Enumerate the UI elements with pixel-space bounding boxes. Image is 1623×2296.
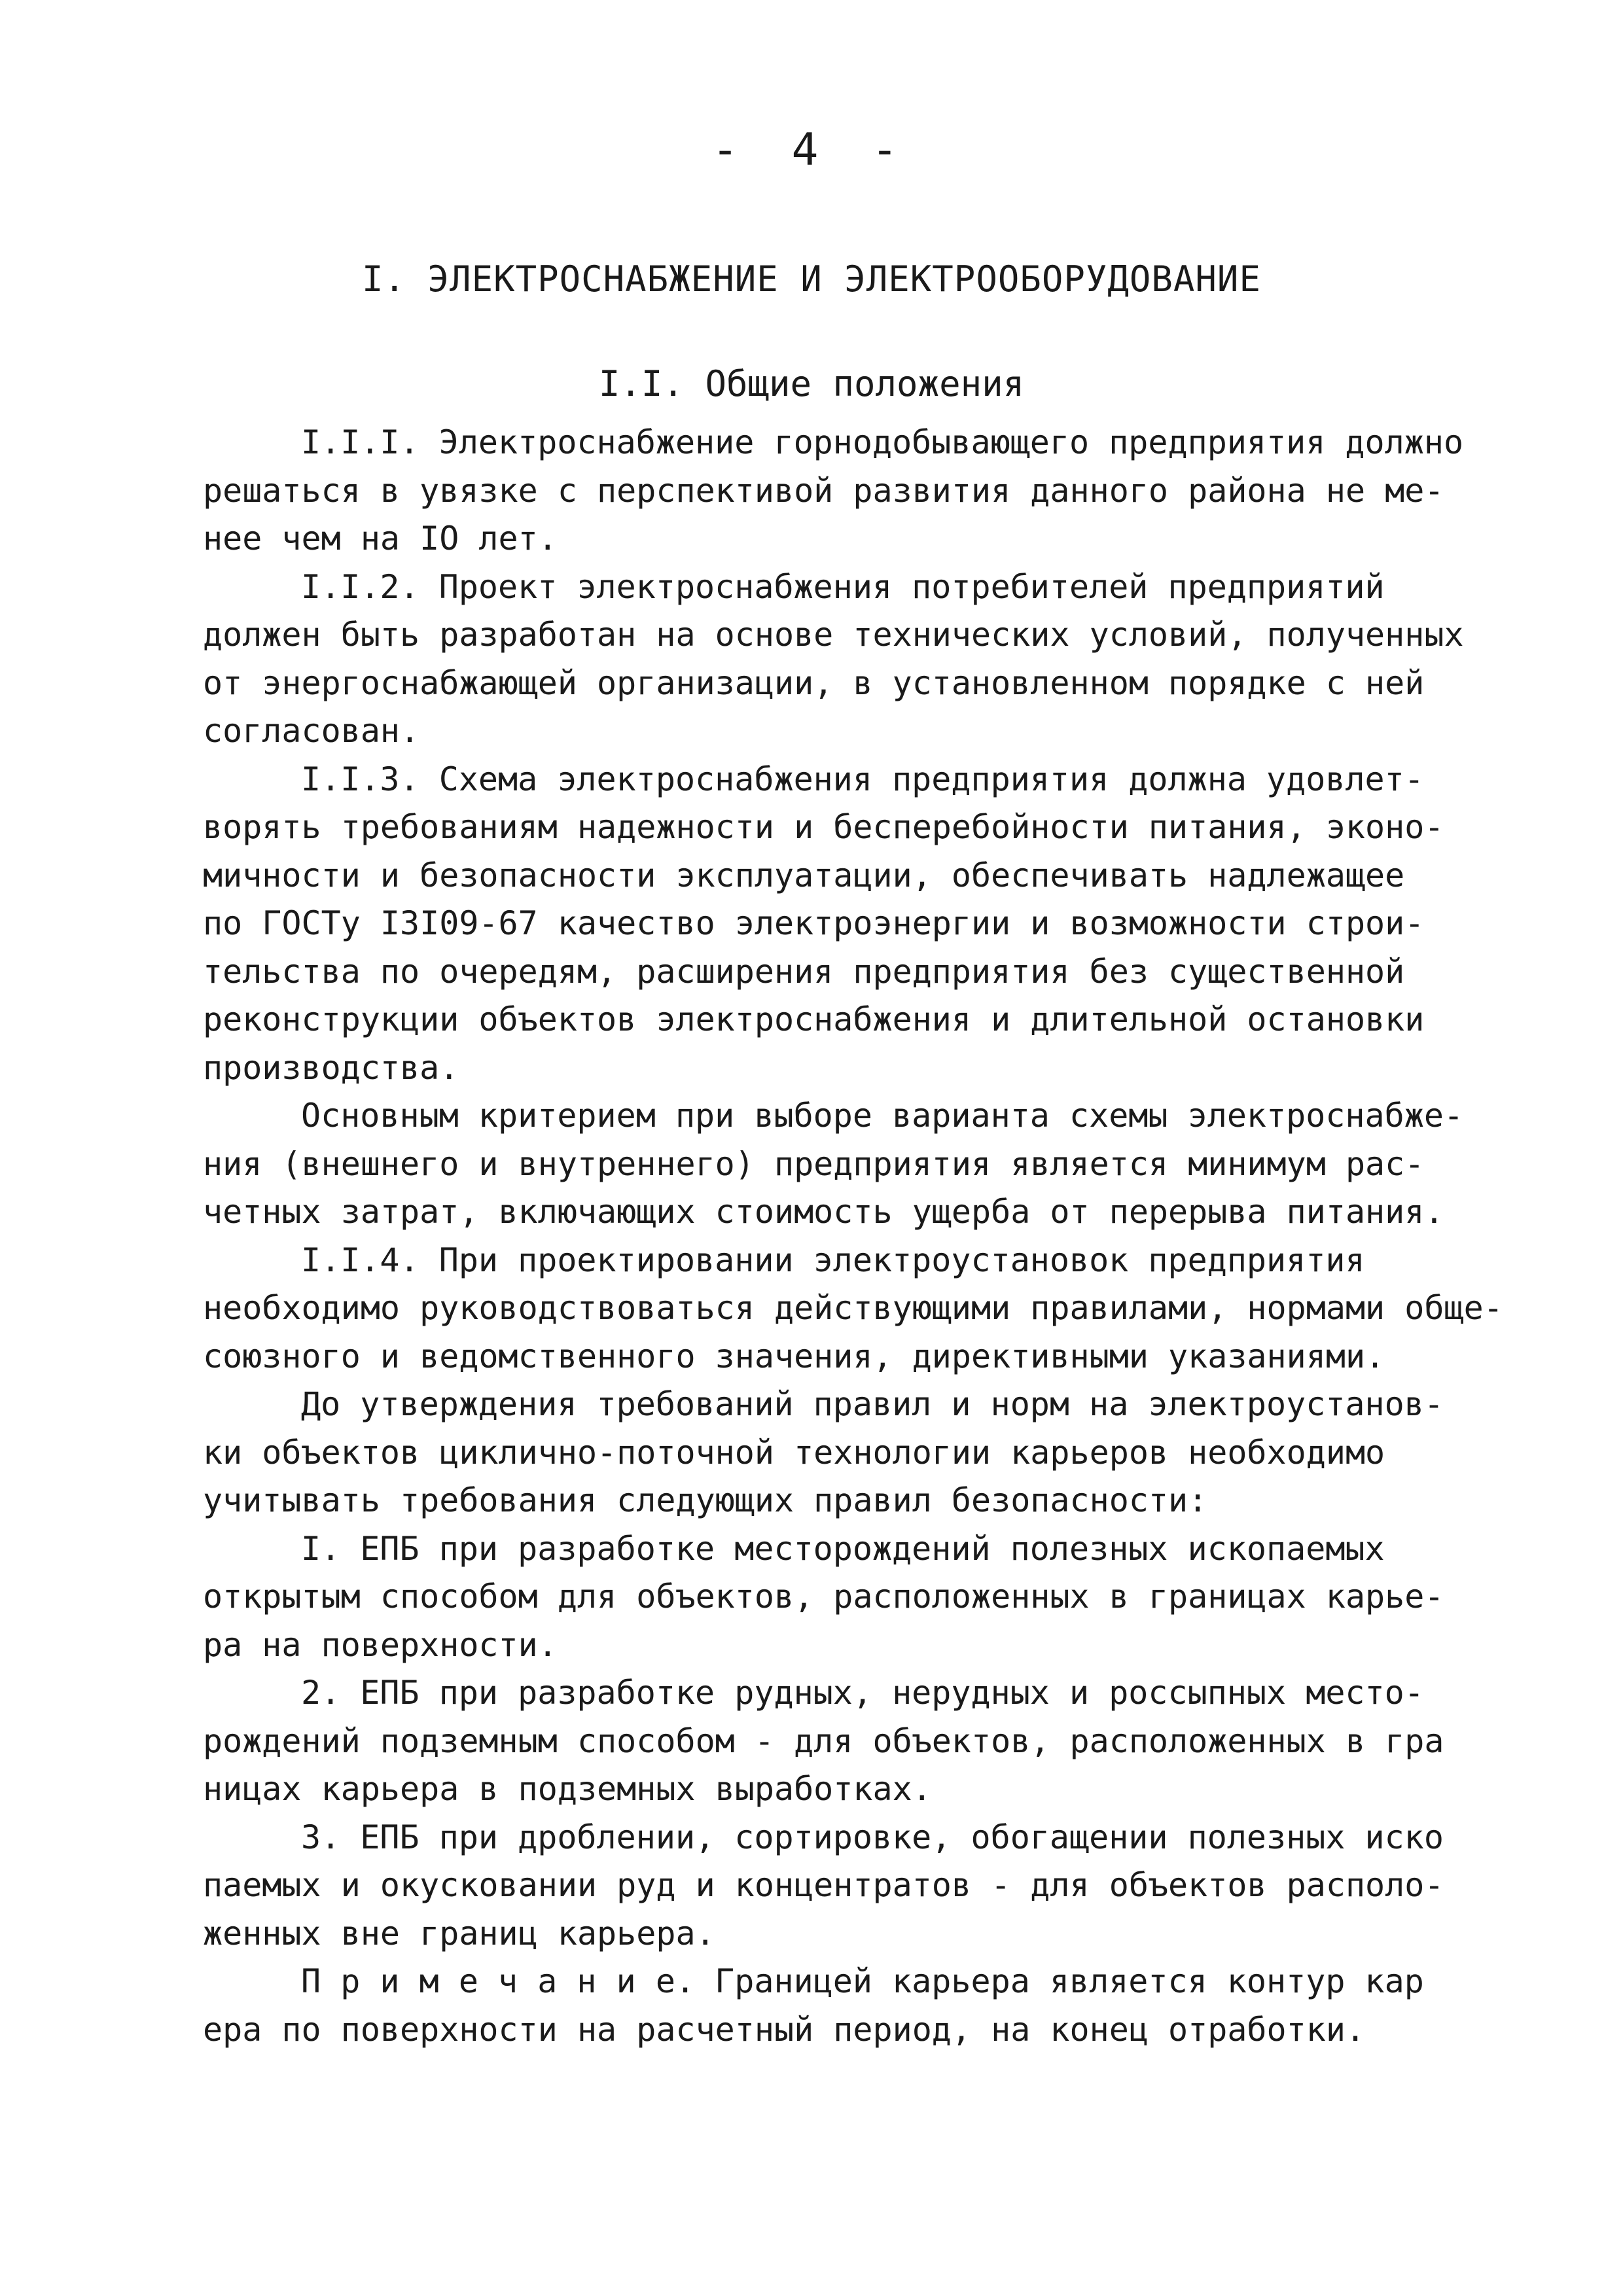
- text-line: Основным критерием при выборе варианта схемы электроснабже-: [301, 1097, 1464, 1135]
- text-line: рождений подземным способом - для объектов, расположенных в гра: [203, 1722, 1444, 1760]
- text-line: согласован.: [203, 712, 420, 750]
- text-line: ера по поверхности на расчетный период, на конец отработки.: [203, 2010, 1366, 2049]
- text-line: паемых и окусковании руд и концентратов - для объектов располо-: [203, 1866, 1444, 1904]
- text-line: учитывать требования следующих правил безопасности:: [203, 1481, 1208, 1519]
- text-line: ния (внешнего и внутреннего) предприятия является минимум рас-: [203, 1144, 1425, 1183]
- text-line: реконструкции объектов электроснабжения и длительной остановки: [203, 1000, 1425, 1038]
- text-line: ворять требованиям надежности и бесперебойности питания, эконо-: [203, 808, 1444, 846]
- text-line: тельства по очередям, расширения предприятия без существенной: [203, 952, 1405, 991]
- text-line: 3. ЕПБ при дроблении, сортировке, обогащении полезных иско: [301, 1818, 1444, 1856]
- text-line: ра на поверхности.: [203, 1625, 558, 1664]
- page-number: - 4 -: [711, 124, 912, 176]
- text-line: открытым способом для объектов, расположенных в границах карье-: [203, 1578, 1444, 1616]
- text-line: по ГОСТу I3I09-67 качество электроэнергии и возможности строи-: [203, 904, 1425, 942]
- text-line: производства.: [203, 1048, 459, 1087]
- text-line: I.I.3. Схема электроснабжения предприятия должна удовлет-: [301, 760, 1424, 798]
- chapter-title: I. ЭЛЕКТРОСНАБЖЕНИЕ И ЭЛЕКТРООБОРУДОВАНИЕ: [362, 258, 1261, 300]
- text-line: должен быть разработан на основе технических условий, полученных: [203, 616, 1464, 654]
- text-line: До утверждения требований правил и норм на электроустанов-: [301, 1385, 1444, 1423]
- text-line: ки объектов циклично-поточной технологии карьеров необходимо: [203, 1433, 1385, 1472]
- text-line: ницах карьера в подземных выработках.: [203, 1770, 932, 1808]
- text-line: I.I.2. Проект электроснабжения потребителей предприятий: [301, 567, 1385, 606]
- text-line: I.I.4. При проектировании электроустановок предприятия: [301, 1241, 1365, 1279]
- text-line: женных вне границ карьера.: [203, 1914, 715, 1952]
- text-line: I. ЕПБ при разработке месторождений полезных ископаемых: [301, 1529, 1385, 1568]
- section-title: I.I. Общие положения: [598, 363, 1025, 404]
- text-line: союзного и ведомственного значения, директивными указаниями.: [203, 1337, 1385, 1375]
- text-line: необходимо руководствоваться действующими правилами, нормами обще-: [203, 1289, 1503, 1327]
- text-line: П р и м е ч а н и е. Границей карьера является контур кар: [301, 1962, 1424, 2000]
- text-line: I.I.I. Электроснабжение горнодобывающего предприятия должно: [301, 423, 1464, 461]
- text-line: 2. ЕПБ при разработке рудных, нерудных и россыпных место-: [301, 1674, 1424, 1712]
- body-text: [203, 419, 1512, 2054]
- text-line: мичности и безопасности эксплуатации, обеспечивать надлежащее: [203, 856, 1405, 894]
- text-line: нее чем на IO лет.: [203, 520, 558, 557]
- text-line: решаться в увязке с перспективой развития данного района не ме-: [203, 471, 1444, 510]
- text-line: четных затрат, включающих стоимость ущерба от перерыва питания.: [203, 1193, 1444, 1231]
- text-line: от энергоснабжающей организации, в установленном порядке с ней: [203, 663, 1425, 702]
